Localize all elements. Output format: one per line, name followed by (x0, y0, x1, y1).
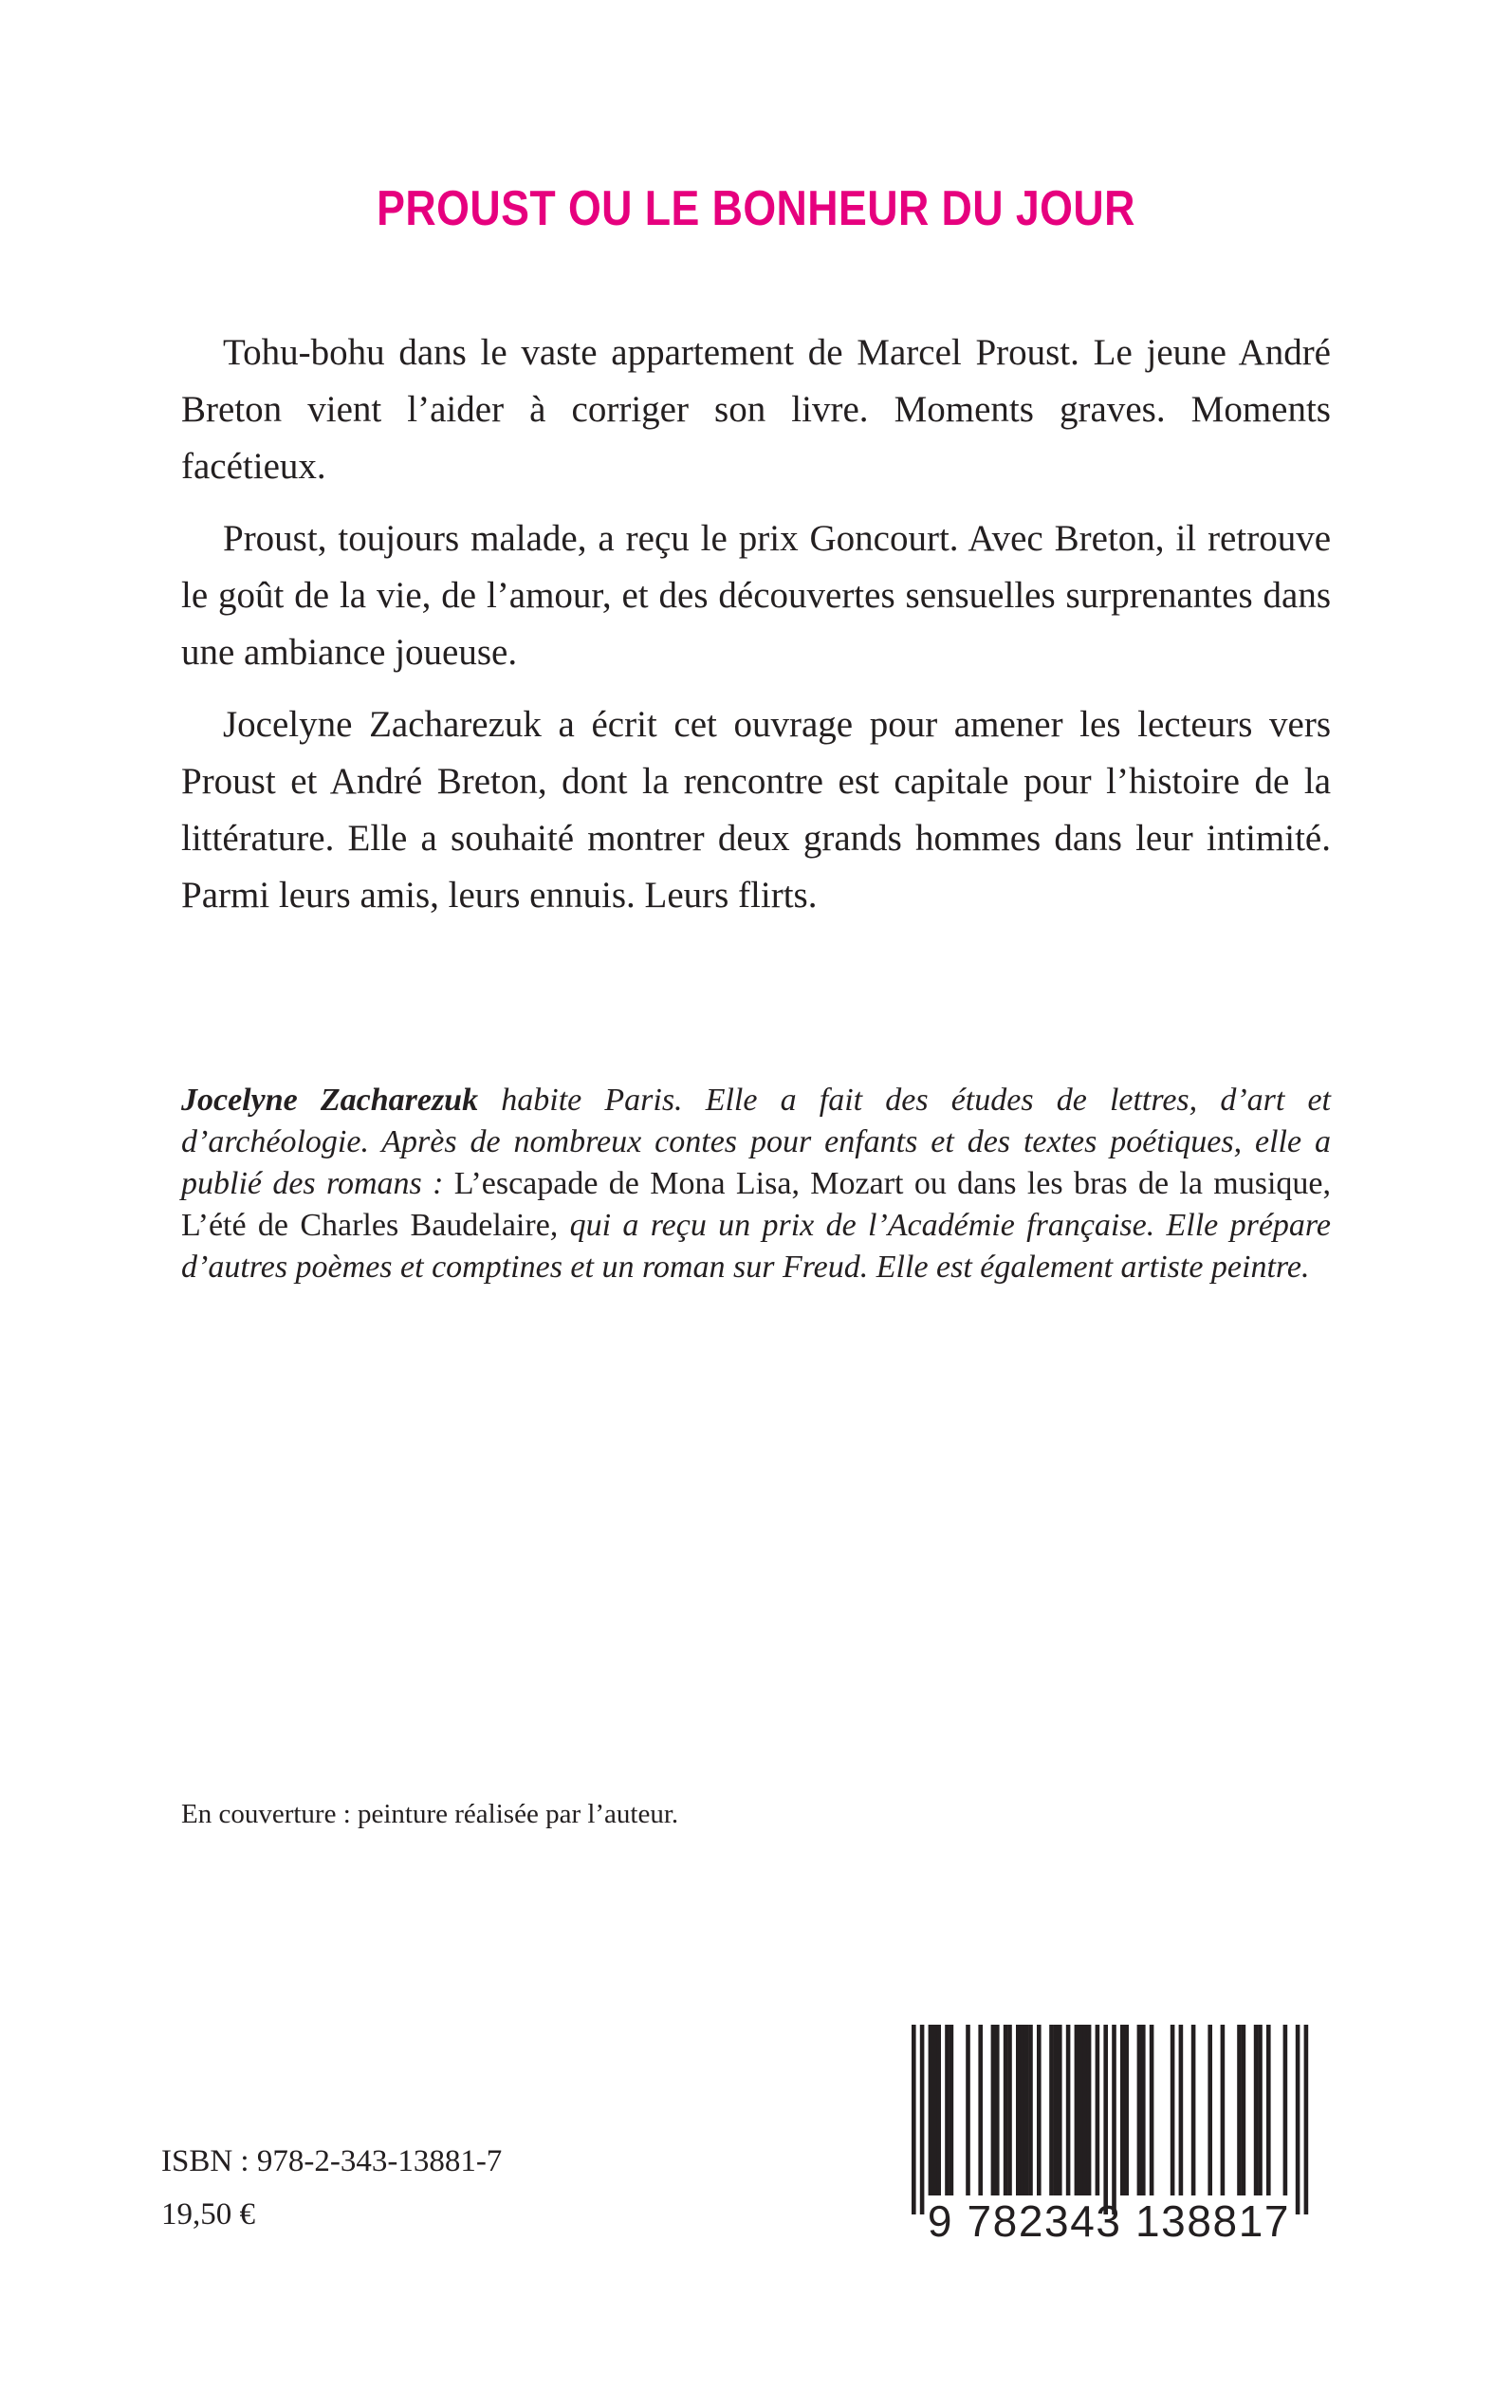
book-title-1: L’escapade de Mona Lisa (453, 1166, 792, 1201)
barcode-bar (920, 2025, 925, 2214)
barcode-bar (1296, 2025, 1300, 2214)
barcode-bar (1016, 2025, 1021, 2195)
barcode-bar (1191, 2025, 1196, 2195)
barcode-bar (912, 2025, 916, 2214)
bio-separator-1: , (791, 1166, 811, 1201)
isbn: ISBN : 978-2-343-13881-7 (161, 2144, 503, 2178)
price: 19,50 € (161, 2197, 255, 2232)
bio-text-2: , qui a reçu un prix de l’Académie française. Elle prépare d’autres poèmes et comptines et un roman sur Freud. Elle est également artiste peintre. (181, 1208, 1331, 1285)
barcode-bar (929, 2025, 933, 2195)
barcode-bar (1082, 2025, 1087, 2195)
barcode-bar (1007, 2025, 1012, 2195)
barcode-bar (991, 2025, 996, 2195)
barcode-digits: 9 782343 138817 (927, 2196, 1291, 2246)
barcode-bar (1020, 2025, 1024, 2195)
barcode-bar (966, 2025, 970, 2195)
barcode-bar (1054, 2025, 1059, 2195)
synopsis-paragraph-2: Proust, toujours malade, a reçu le prix Goncourt. Avec Breton, il retrouve le goût de la vie, de l’amour, et des découvertes sensuelles surprenantes dans une ambiance joueuse. (181, 518, 1331, 673)
barcode-bar (1150, 2025, 1154, 2195)
barcode-bar (1037, 2025, 1042, 2195)
barcode-bar (1103, 2025, 1108, 2214)
barcode-bar (1024, 2025, 1029, 2195)
barcode-bar (1058, 2025, 1062, 2195)
barcode-bar (1258, 2025, 1263, 2195)
barcode-bar (1112, 2025, 1116, 2214)
barcode-bar (1079, 2025, 1083, 2195)
barcode-bar (1004, 2025, 1008, 2195)
barcode-bar (1266, 2025, 1271, 2195)
barcode-bar (1283, 2025, 1288, 2195)
barcode-bar (932, 2025, 937, 2195)
synopsis-paragraph-3: Jocelyne Zacharezuk a écrit cet ouvrage pour amener les lecteurs vers Proust et André Breton, dont la rencontre est capitale pour l’histoire de la littérature. Elle a souhaité montrer deux grands hommes dans leur intimité. Parmi leurs amis, leurs ennuis. Leurs flirts. (181, 704, 1331, 916)
barcode-bar (1049, 2025, 1054, 2195)
bio-separator-2: , (1322, 1166, 1331, 1201)
book-title: PROUST OU LE BONHEUR DU JOUR (377, 181, 1135, 236)
barcode-bar (1242, 2025, 1246, 2195)
barcode-bar (1208, 2025, 1212, 2195)
bio-text-1: habite Paris. Elle a fait des études de lettres, d’art et d’archéologie. Après de nombreux contes pour enfants et des textes poétiques, elle a publié des romans : (181, 1083, 1331, 1201)
author-name: Jocelyne Zacharezuk (181, 1083, 479, 1118)
barcode-bar (1120, 2025, 1125, 2195)
barcode-bar (995, 2025, 1000, 2195)
book-title-2: Mozart ou dans les bras de la musique (810, 1166, 1323, 1201)
barcode-bar (936, 2025, 941, 2195)
barcode-bar (1087, 2025, 1092, 2195)
barcode-bar (945, 2025, 950, 2195)
barcode-bar (1237, 2025, 1242, 2195)
barcode-bar (978, 2025, 983, 2195)
synopsis (181, 324, 1331, 939)
barcode-bar (1141, 2025, 1146, 2195)
barcode-bar (950, 2025, 954, 2195)
barcode-bar (1171, 2025, 1175, 2195)
barcode-bar (1221, 2025, 1226, 2195)
barcode-bar (1066, 2025, 1071, 2195)
book-title-3: L’été de Charles Baudelaire (181, 1208, 550, 1243)
barcode-bar (1124, 2025, 1129, 2195)
barcode-bar (1096, 2025, 1100, 2195)
barcode-bar (1254, 2025, 1259, 2195)
barcode-bar (1075, 2025, 1079, 2195)
barcode-bar (1137, 2025, 1142, 2195)
barcode-bar (1179, 2025, 1184, 2195)
synopsis-paragraph-1: Tohu-bohu dans le vaste appartement de Marcel Proust. Le jeune André Breton vient l’aider à corriger son livre. Moments graves. Moments facétieux. (181, 332, 1331, 487)
barcode-bar (1028, 2025, 1033, 2195)
cover-credit: En couverture : peinture réalisée par l’auteur. (181, 1799, 679, 1829)
author-bio (181, 1080, 1331, 1288)
barcode-bar (1304, 2025, 1309, 2214)
